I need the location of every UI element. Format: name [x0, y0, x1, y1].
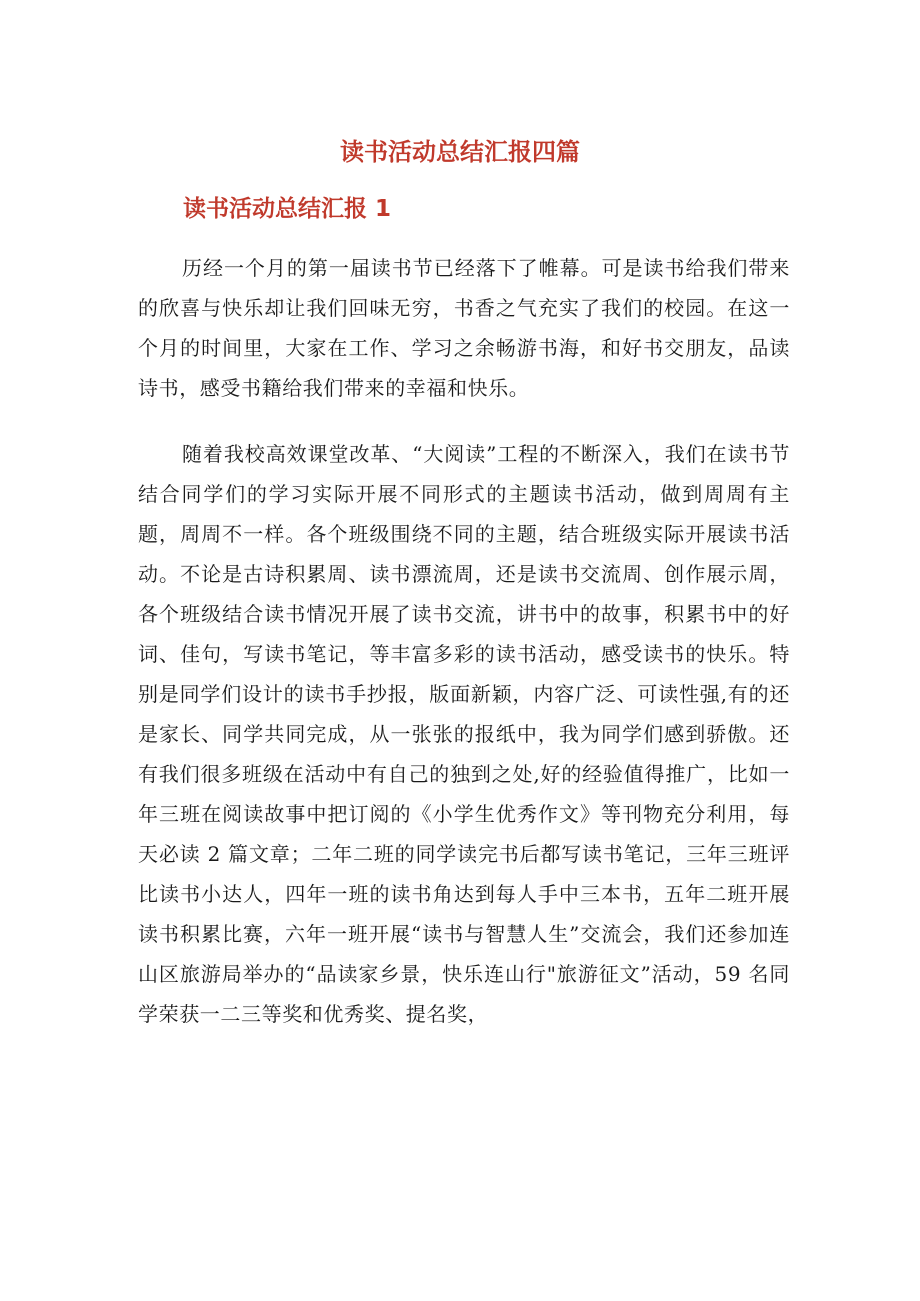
section-heading: 读书活动总结汇报 1 [183, 196, 392, 222]
paragraph-2: 随着我校高效课堂改革、“大阅读”工程的不断深入，我们在读书节结合同学们的学习实际开展不同形式的主题读书活动，做到周周有主题，周周不一样。各个班级围绕不同的主题，结合班级实际开展读书活动。不论是古诗积累周、读书漂流周，还是读书交流周、创作展示周，各个班级结合读书情况开展了读书交流，讲书中的故事，积累书中的好词、佳句，写读书笔记，等丰富多彩的读书活动，感受读书的快乐。特别是同学们设计的读书手抄报，版面新颖，内容广泛、可读性强,有的还是家长、同学共同完成，从一张张的报纸中，我为同学们感到骄傲。还有我们很多班级在活动中有自己的独到之处,好的经验值得推广，比如一年三班在阅读故事中把订阅的《小学生优秀作文》等刊物充分利用，每天必读 2 篇文章；二年二班的同学读完书后都写读书笔记，三年三班评比读书小达人，四年一班的读书角达到每人手中三本书，五年二班开展读书积累比赛，六年一班开展“读书与智慧人生”交流会，我们还参加连山区旅游局举办的“品读家乡景，快乐连山行"旅游征文”活动，59 名同学荣获一二三等奖和优秀奖、提名奖， [138, 442, 790, 1026]
document-title: 读书活动总结汇报四篇 [340, 138, 580, 166]
document-body [138, 248, 790, 1060]
paragraph-1: 历经一个月的第一届读书节已经落下了帷幕。可是读书给我们带来的欣喜与快乐却让我们回味无穷，书香之气充实了我们的校园。在这一个月的时间里，大家在工作、学习之余畅游书海，和好书交朋友，品读诗书，感受书籍给我们带来的幸福和快乐。 [138, 256, 790, 400]
